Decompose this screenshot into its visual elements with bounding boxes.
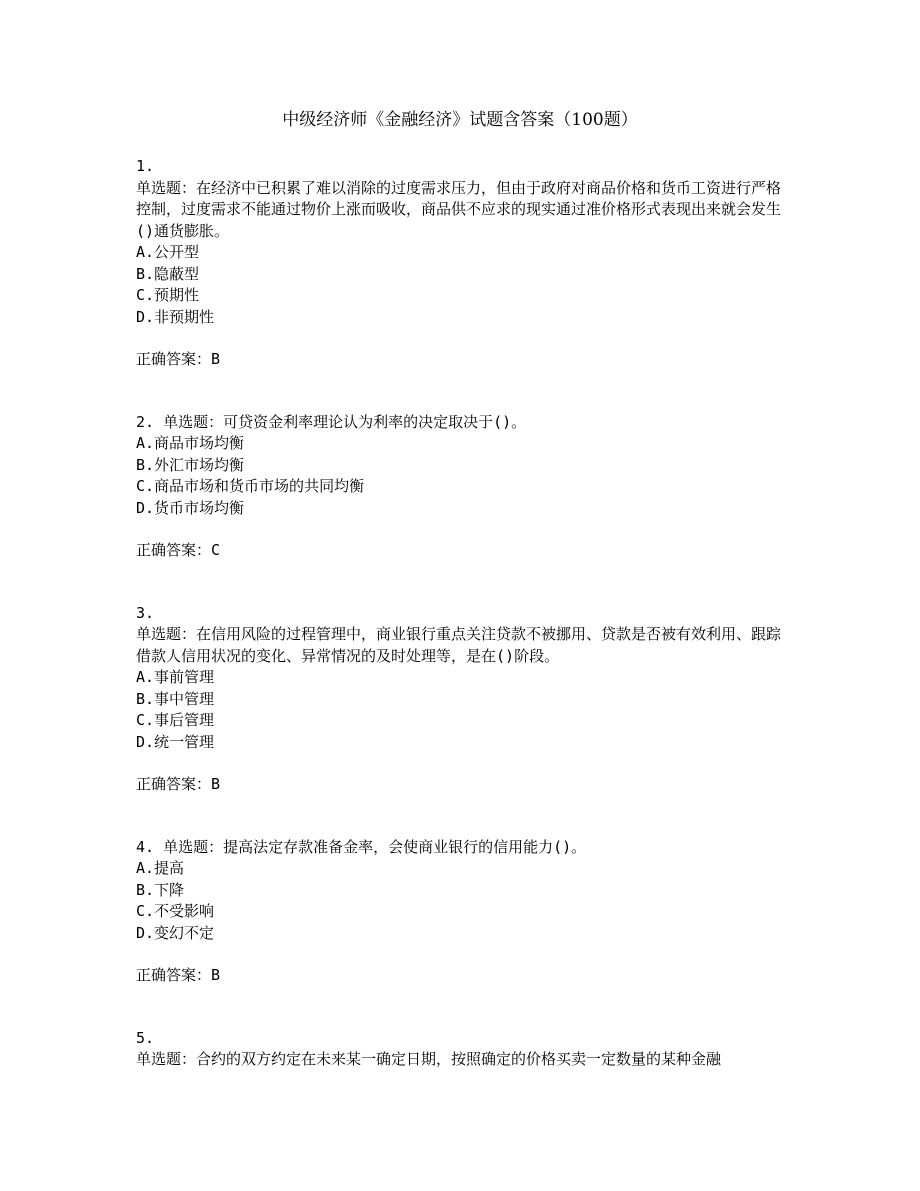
option-d: D.非预期性 [136, 307, 215, 326]
question-stem: 单选题：可贷资金利率理论认为利率的决定取决于()。 [163, 412, 527, 431]
question-number: 4. [136, 837, 155, 856]
question-stem: 单选题：提高法定存款准备金率，会使商业银行的信用能力()。 [163, 837, 587, 856]
question-3 [136, 603, 786, 837]
question-1 [136, 156, 786, 412]
correct-answer: 正确答案：B [136, 775, 221, 793]
option-list [136, 858, 786, 944]
option-c: C.商品市场和货币市场的共同均衡 [136, 477, 365, 495]
option-list [136, 433, 786, 519]
question-2 [136, 412, 786, 603]
correct-answer: 正确答案：B [136, 966, 221, 984]
question-header [136, 412, 786, 434]
question-list [136, 156, 786, 1071]
option-c: C.预期性 [136, 286, 200, 304]
option-a: A.提高 [136, 859, 185, 877]
option-a: A.商品市场均衡 [136, 434, 245, 452]
document-title: 中级经济师《金融经济》试题含答案（100题） [282, 110, 638, 130]
option-a: A.事前管理 [136, 668, 215, 686]
option-b: B.下降 [136, 880, 185, 899]
option-a: A.公开型 [136, 243, 200, 261]
option-d: D.统一管理 [136, 732, 215, 751]
correct-answer: 正确答案：C [136, 541, 221, 559]
question-number: 1. [136, 157, 155, 175]
option-c: C.不受影响 [136, 902, 215, 920]
option-d: D.变幻不定 [136, 923, 215, 942]
option-b: B.外汇市场均衡 [136, 455, 245, 474]
question-number: 2. [136, 412, 155, 431]
question-4 [136, 837, 786, 1028]
option-list [136, 667, 786, 753]
option-b: B.隐蔽型 [136, 264, 200, 283]
option-list [136, 242, 786, 328]
question-stem: 单选题：在经济中已积累了难以消除的过度需求压力，但由于政府对商品价格和货币工资进行严格控制，过度需求不能通过物价上涨而吸收，商品供不应求的现实通过准价格形式表现出来就会发生()通货膨胀。 [136, 178, 782, 240]
option-b: B.事中管理 [136, 689, 215, 708]
correct-answer: 正确答案：B [136, 350, 221, 368]
question-header [136, 837, 786, 859]
option-d: D.货币市场均衡 [136, 498, 245, 517]
question-5 [136, 1028, 786, 1071]
question-stem: 单选题：合约的双方约定在未来某一确定日期，按照确定的价格买卖一定数量的某种金融 [136, 1050, 722, 1068]
question-number: 5. [136, 1028, 155, 1047]
question-stem: 单选题：在信用风险的过程管理中，商业银行重点关注贷款不被挪用、贷款是否被有效利用、跟踪借款人信用状况的变化、异常情况的及时处理等，是在()阶段。 [136, 625, 782, 665]
question-number: 3. [136, 603, 155, 622]
option-c: C.事后管理 [136, 711, 215, 729]
